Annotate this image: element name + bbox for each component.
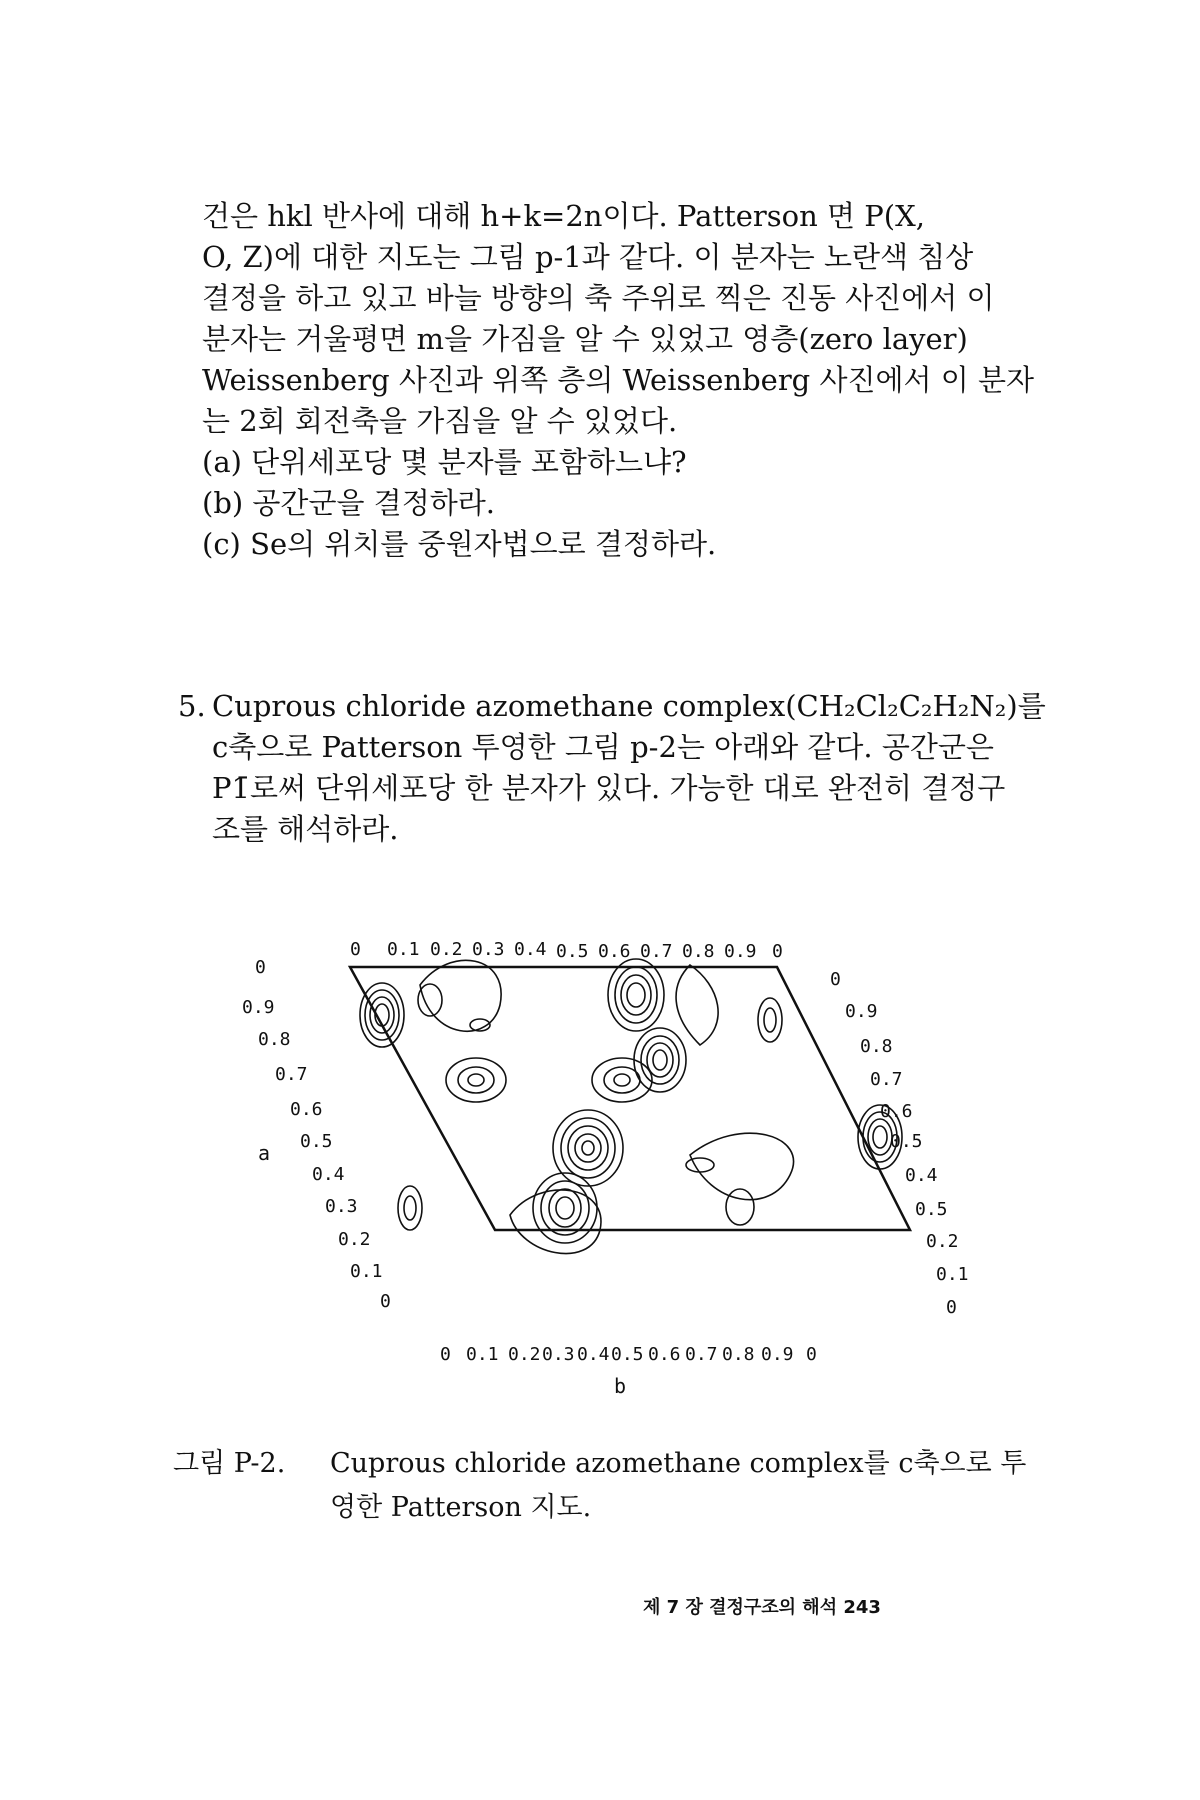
- tick-label: 0.3: [472, 939, 505, 960]
- text-line: Cuprous chloride azomethane complex(CH₂Cl₂C₂H₂N₂)를: [212, 689, 1046, 723]
- peak-center: [553, 1110, 623, 1186]
- caption-label: 그림 P-2.: [173, 1448, 286, 1479]
- top-axis-ticks: [350, 939, 783, 962]
- peak-mid-left: [446, 1058, 506, 1102]
- problem-number: 5.: [178, 689, 206, 723]
- unit-cell-outline: [350, 967, 910, 1230]
- tick-label: 0.8: [860, 1036, 893, 1057]
- problem-5-text: [212, 686, 1046, 850]
- peak-upper-right-edge: [758, 998, 782, 1042]
- patterson-map-figure: [242, 925, 969, 1435]
- text-line: O, Z)에 대한 지도는 그림 p-1과 같다. 이 분자는 노란색 침상: [202, 240, 974, 274]
- text-line: c축으로 Patterson 투영한 그림 p-2는 아래와 같다. 공간군은: [212, 730, 994, 764]
- tick-label: 0.6: [290, 1099, 323, 1120]
- tick-label: 0.3: [325, 1196, 358, 1217]
- peak-upper-center: [634, 1028, 686, 1092]
- tick-label: 0.4: [577, 1344, 610, 1365]
- tick-label: 0.4: [312, 1164, 345, 1185]
- tick-label: 0.7: [640, 941, 673, 962]
- tick-label: 0.9: [724, 941, 757, 962]
- tick-label: 0: [946, 1297, 957, 1318]
- tick-label: 0.4: [905, 1165, 938, 1186]
- tick-label: 0.6: [648, 1344, 681, 1365]
- tick-label: 0: [255, 957, 266, 978]
- tick-label: 0.2: [430, 939, 463, 960]
- tick-label: 0.1: [936, 1264, 969, 1285]
- tick-label: 0.8: [722, 1344, 755, 1365]
- tick-label: 0: [830, 969, 841, 990]
- tick-label: 0.9: [845, 1001, 878, 1022]
- page-footer: 제 7 장 결정구조의 해석 243: [643, 1597, 881, 1618]
- tick-label: 0.1: [466, 1344, 499, 1365]
- tick-label: 0.8: [258, 1029, 291, 1050]
- left-axis-ticks: [242, 957, 391, 1312]
- question-c: (c) Se의 위치를 중원자법으로 결정하라.: [202, 527, 717, 561]
- bottom-axis-ticks: [440, 1344, 817, 1365]
- tick-label: 0.2: [508, 1344, 541, 1365]
- tick-label: 0.5: [611, 1344, 644, 1365]
- caption-line: Cuprous chloride azomethane complex를 c축으로 투: [330, 1448, 1027, 1479]
- patterson-map: [242, 925, 969, 1435]
- tick-label: 0.5: [915, 1199, 948, 1220]
- axis-label-a: a: [258, 1141, 271, 1165]
- caption-line: 영한 Patterson 지도.: [330, 1492, 592, 1523]
- tick-label: 0: [440, 1344, 451, 1365]
- contour-band: [420, 960, 501, 1031]
- tick-label: 0.5: [556, 941, 589, 962]
- contour-band: [676, 965, 718, 1045]
- intro-paragraph: [202, 196, 1042, 565]
- tick-label: 0.5: [890, 1131, 923, 1152]
- text-line: Weissenberg 사진과 위쪽 층의 Weissenberg 사진에서 이 분자: [202, 363, 1034, 397]
- contour-small: [726, 1189, 754, 1225]
- question-b: (b) 공간군을 결정하라.: [202, 486, 495, 520]
- tick-label: 0: [772, 941, 783, 962]
- peak-lower-center: [533, 1173, 597, 1243]
- peak-left-upper: [360, 983, 404, 1047]
- peak-upper-mid: [608, 959, 664, 1031]
- tick-label: 0.7: [685, 1344, 718, 1365]
- tick-label: 0.2: [926, 1231, 959, 1252]
- tick-label: 0.7: [870, 1069, 903, 1090]
- tick-label: 0.8: [682, 941, 715, 962]
- tick-label: 0.1: [387, 939, 420, 960]
- tick-label: 0: [350, 939, 361, 960]
- tick-label: 0.6: [598, 941, 631, 962]
- tick-label: 0.7: [275, 1064, 308, 1085]
- tick-label: 0.9: [761, 1344, 794, 1365]
- tick-label: 0.2: [338, 1229, 371, 1250]
- tick-label: 0.9: [242, 997, 275, 1018]
- tick-label: 0: [380, 1291, 391, 1312]
- question-a: (a) 단위세포당 몇 분자를 포함하느냐?: [202, 445, 687, 479]
- text-line: 조를 해석하라.: [212, 812, 399, 846]
- axis-label-b: b: [614, 1374, 627, 1398]
- tick-label: 0.5: [300, 1131, 333, 1152]
- text-line: P1̄로써 단위세포당 한 분자가 있다. 가능한 대로 완전히 결정구: [212, 771, 1006, 805]
- tick-label: 0.1: [350, 1261, 383, 1282]
- text-line: 는 2회 회전축을 가짐을 알 수 있었다.: [202, 404, 678, 438]
- peak-lower-left-edge: [398, 1186, 422, 1230]
- text-line: 분자는 거울평면 m을 가짐을 알 수 있었고 영층(zero layer): [202, 322, 968, 356]
- text-line: 결정을 하고 있고 바늘 방향의 축 주위로 찍은 진동 사진에서 이: [202, 281, 995, 315]
- tick-label: 0.6: [880, 1101, 913, 1122]
- tick-label: 0: [806, 1344, 817, 1365]
- tick-label: 0.4: [514, 939, 547, 960]
- tick-label: 0.3: [542, 1344, 575, 1365]
- right-axis-ticks: [830, 969, 969, 1318]
- peak-mid-right: [592, 1058, 652, 1102]
- contour-small: [686, 1158, 714, 1172]
- text-line: 건은 hkl 반사에 대해 h+k=2n이다. Patterson 면 P(X,: [202, 199, 925, 233]
